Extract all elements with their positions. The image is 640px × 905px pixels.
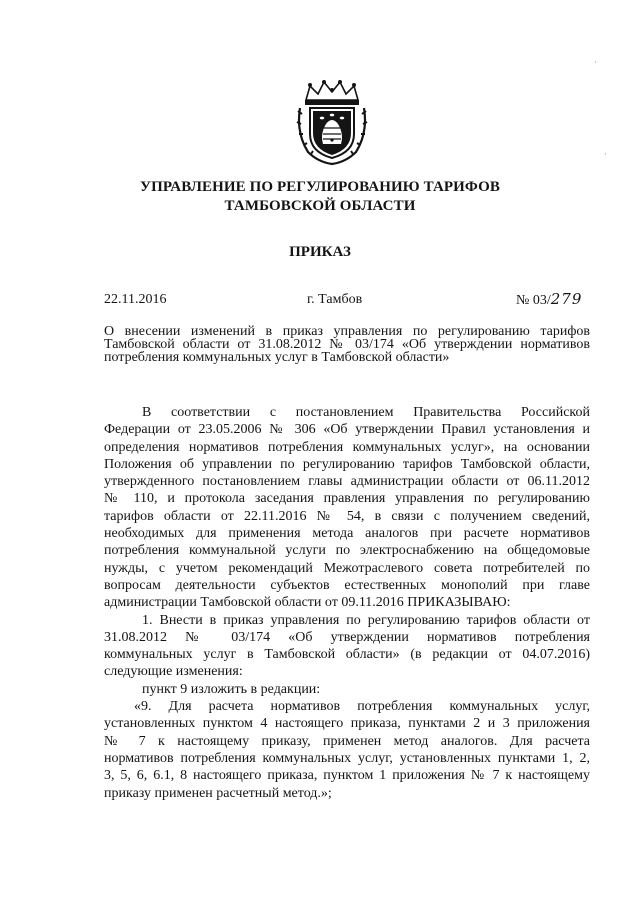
tambov-coat-of-arms-emblem xyxy=(296,78,368,166)
scan-mark: · xyxy=(594,58,597,68)
preamble-line: определения нормативов потребления коммунальных услуг», на основании xyxy=(104,439,590,455)
preamble-paragraph xyxy=(104,404,590,802)
item1-sub-line: «9. Для расчета нормативов потребления коммунальных услуг, xyxy=(134,699,590,715)
subject-line: потребления коммунальных услуг в Тамбовской области» xyxy=(104,350,450,365)
item1-sub-line: приказу применен расчетный метод.»; xyxy=(104,785,332,801)
document-type-title: ПРИКАЗ xyxy=(289,244,351,260)
document-number xyxy=(516,290,582,309)
organization-name-line2: ТАМБОВСКОЙ ОБЛАСТИ xyxy=(224,198,416,214)
preamble-line: нужды, с учетом рекомендаций Межотраслевого совета потребителей по xyxy=(104,560,590,576)
subject-line: Тамбовской области от 31.08.2012 № 03/174 «Об утверждении нормативов xyxy=(104,337,590,352)
item1-line: коммунальных услуг в Тамбовской области» (в редакции от 04.07.2016) xyxy=(104,647,590,663)
item1-sub-line: установленных пунктом 4 настоящего приказа, пунктами 2 и 3 приложения xyxy=(104,716,590,732)
item1-sub-line: нормативов потребления коммунальных услуг, установленных пунктами 1, 2, xyxy=(104,750,590,766)
preamble-line: необходимых для применения метода аналогов при расчете нормативов xyxy=(104,526,590,542)
item1-sub-line: № 7 к настоящему приказу, применен метод аналогов. Для расчета xyxy=(104,733,590,749)
preamble-line: тарифов области от 22.11.2016 № 54, в связи с получением сведений, xyxy=(104,508,590,524)
preamble-line: В соответствии с постановлением Правительства Российской xyxy=(142,405,590,420)
item1-line: следующие изменения: xyxy=(104,664,243,680)
document-number-handwritten: 279 xyxy=(550,290,583,308)
preamble-line: № 110, и протокола заседания правления управления по регулированию xyxy=(104,491,590,507)
preamble-line: Положения об управлении по регулированию тарифов Тамбовской области, xyxy=(104,456,590,472)
document-number-prefix: № 03/ xyxy=(516,293,551,308)
preamble-line: утвержденного постановлением главы администрации области от 06.11.2012 xyxy=(104,474,590,490)
document-city: г. Тамбов xyxy=(307,292,363,307)
item1-sub-intro: пункт 9 изложить в редакции: xyxy=(142,681,321,697)
item1-sub-line: 3, 5, 6, 6.1, 8 настоящего приказа, пунктом 1 приложения № 7 к настоящему xyxy=(104,768,590,784)
preamble-line: вопросам деятельности субъектов естественных монополий при главе xyxy=(104,577,590,593)
preamble-line: потребления коммунальной услуги по электроснабжению на общедомовые xyxy=(104,543,590,559)
subject-line: О внесении изменений в приказ управления по регулированию тарифов xyxy=(104,324,590,339)
organization-name-line1: УПРАВЛЕНИЕ ПО РЕГУЛИРОВАНИЮ ТАРИФОВ xyxy=(140,179,500,195)
document-subject xyxy=(104,325,590,364)
scan-mark: · xyxy=(604,150,607,160)
preamble-line: Федерации от 23.05.2006 № 306 «Об утверждении Правил установления и xyxy=(104,422,590,438)
item1-line: 31.08.2012 № 03/174 «Об утверждении нормативов потребления xyxy=(104,629,590,645)
preamble-line: администрации Тамбовской области от 09.11.2016 ПРИКАЗЫВАЮ: xyxy=(104,595,511,611)
item1-line: 1. Внести в приказ управления по регулированию тарифов области от xyxy=(142,612,590,628)
document-date: 22.11.2016 xyxy=(104,292,167,307)
